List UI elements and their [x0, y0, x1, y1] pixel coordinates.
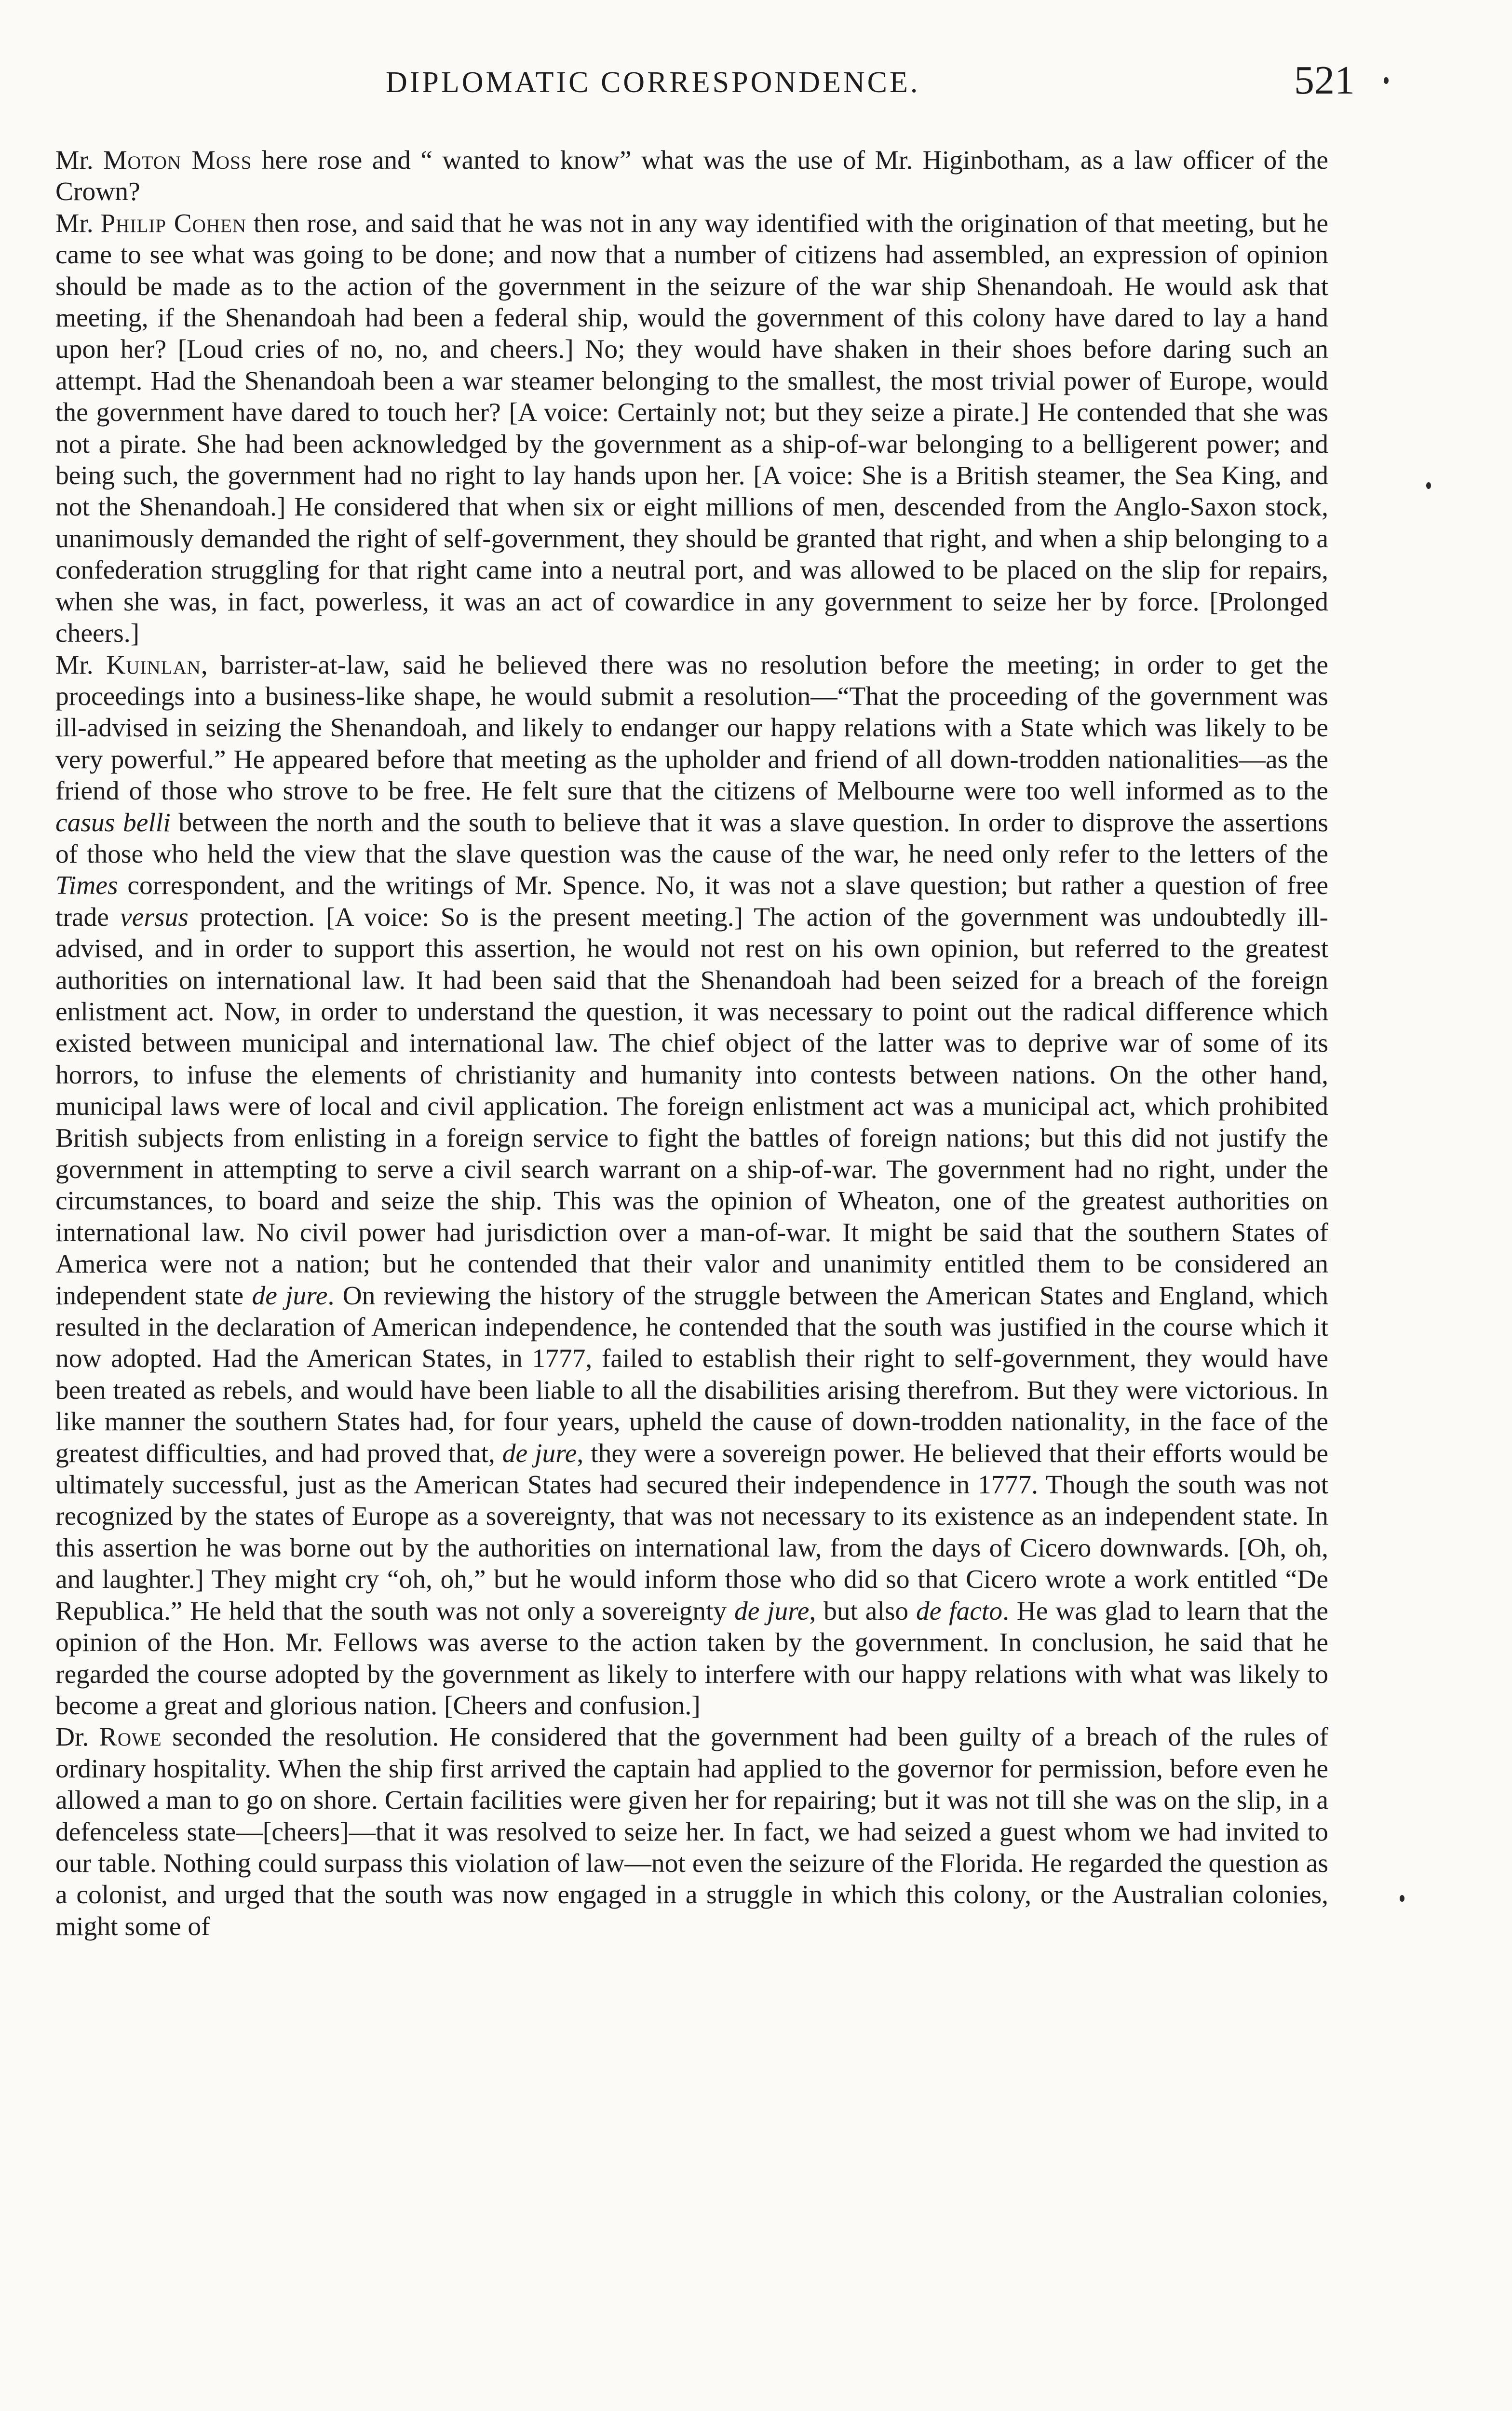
text-run: , barrister-at-law, said he believed there was no resolution before the meeting; in order to get the proceedings into a business-like shape, he would submit a resolution—“That the proceeding of the government was ill-advised in seizing the Shenandoah, and likely to endanger our happy relations with a State which was likely to be very powerful.” He appeared before that meeting as the upholder and friend of all down-trodden nationalities—as the friend of those who strove to be free. He felt sure that the citizens of Melbourne were too well informed as to the: [55, 650, 1328, 806]
paragraph-moton-moss: [55, 145, 1328, 208]
italic-term: casus belli: [55, 808, 171, 838]
text-run: protection. [A voice: So is the present meeting.] The action of the government was undoubtedly ill-advised, and in order to support this assertion, he would not rest on his own opinion, but referred to the greatest authorities on international law. It had been said that the Shenandoah had been seized for a breach of the foreign enlistment act. Now, in order to understand the question, it was necessary to point out the radical difference which existed between municipal and international law. The chief object of the latter was to deprive war of some of its horrors, to infuse the elements of christianity and humanity into contests between nations. On the other hand, municipal laws were of local and civil application. The foreign enlistment act was a municipal act, which prohibited British subjects from enlisting in a foreign service to fight the battles of foreign nations; but this did not justify the government in attempting to serve a civil search warrant on a ship-of-war. The government had no right, under the circumstances, to board and seize the ship. This was the opinion of Wheaton, one of the greatest authorities on international law. No civil power had jurisdiction over a man-of-war. It might be said that the southern States of America were not a nation; but he contended that their valor and unanimity entitled them to be considered an independent state: [55, 902, 1328, 1311]
italic-term: versus: [120, 902, 189, 932]
paragraph-philip-cohen: [55, 208, 1328, 650]
text-run: between the north and the south to believe that it was a slave question. In order to disprove the assertions of those who held the view that the slave question was the cause of the war, he need only refer to the letters of the: [55, 808, 1328, 869]
speaker-name: Kuinlan: [106, 650, 201, 680]
text-run: seconded the resolution. He considered that the government had been guilty of a breach of the rules of ordinary hospitality. When the ship first arrived the captain had applied to the governor for permission, before even he allowed a man to go on shore. Certain facilities were given her for repairing; but it was not till she was on the slip, in a defenceless state—[cheers]—that it was resolved to seize her. In fact, we had seized a guest whom we had invited to our table. Nothing could surpass this violation of law—not even the seizure of the Florida. He regarded the question as a colonist, and urged that the south was now engaged in a struggle in which this colony, or the Australian colonies, might some of: [55, 1722, 1329, 1941]
text-run: correspondent, and the writings of Mr. Spence. No, it was not a slave question; but rather a question of free trade: [55, 871, 1328, 932]
speaker-name: Moton Moss: [103, 146, 252, 175]
italic-term: de jure: [252, 1281, 328, 1311]
page-number: 521: [1294, 58, 1355, 103]
speaker-name: Rowe: [99, 1722, 162, 1752]
print-speck: [1426, 482, 1431, 489]
text-run: , but also: [809, 1596, 916, 1626]
italic-term: Times: [55, 871, 118, 901]
text-run: Mr.: [55, 146, 104, 175]
speaker-name: Philip Cohen: [100, 208, 247, 238]
body-text: [55, 145, 1328, 1942]
running-head: DIPLOMATIC CORRESPONDENCE.: [386, 66, 920, 99]
italic-term: de jure: [502, 1438, 577, 1468]
italic-term: de jure: [734, 1596, 810, 1626]
text-run: . He was glad to learn that the opinion of the Hon. Mr. Fellows was averse to the action taken by the government. In conclusion, he said that he regarded the course adopted by the government as likely to interfere with our happy relations with what was likely to become a great and glorious nation. [Cheers and confusion.]: [55, 1596, 1328, 1720]
text-run: , they were a sovereign power. He believed that their efforts would be ultimately successful, just as the American States had secured their independence in 1777. Though the south was not recognized by the states of Europe as a sovereignty, that was not necessary to its existence as an independent state. In this assertion he was borne out by the authorities on international law, from the days of Cicero downwards. [Oh, oh, and laughter.] They might cry “oh, oh,” but he would inform those who did so that Cicero wrote a work entitled “De Republica.” He held that the south was not only a sovereignty: [55, 1438, 1328, 1626]
text-run: then rose, and said that he was not in any way identified with the origination of that meeting, but he came to see what was going to be done; and now that a number of citizens had assembled, an expression of opinion should be made as to the action of the government in the seizure of the war ship Shenandoah. He would ask that meeting, if the Shenandoah had been a federal ship, would the government of this colony have dared to lay a hand upon her? [Loud cries of no, no, and cheers.] No; they would have shaken in their shoes before daring such an attempt. Had the Shenandoah been a war steamer belonging to the smallest, the most trivial power of Europe, would the government have dared to touch her? [A voice: Certainly not; but they seize a pirate.] He contended that she was not a pirate. She had been acknowledged by the government as a ship-of-war belonging to a belligerent power; and being such, the government had no right to lay hands upon her. [A voice: She is a British steamer, the Sea King, and not the Shenandoah.] He considered that when six or eight millions of men, descended from the Anglo-Saxon stock, unanimously demanded the right of self-government, they should be granted that right, and when a ship belonging to a confederation struggling for that right came into a neutral port, and was allowed to be placed on the slip for repairs, when she was, in fact, powerless, it was an act of cowardice in any government to seize her by force. [Prolonged cheers.]: [55, 208, 1328, 649]
text-run: Mr.: [55, 208, 101, 238]
text-run: here rose and “ wanted to know” what was the use of Mr. Higinbotham, as a law officer of the Crown?: [55, 146, 1328, 207]
text-run: Mr.: [55, 650, 107, 680]
print-speck: [1384, 77, 1389, 84]
text-run: . On reviewing the history of the struggle between the American States and England, which resulted in the declaration of American independence, he contended that the south was justified in the course which it now adopted. Had the American States, in 1777, failed to establish their right to self-government, they would have been treated as rebels, and would have been liable to all the disabilities arising therefrom. But they were victorious. In like manner the southern States had, for four years, upheld the cause of down-trodden nationality, in the face of the greatest difficulties, and had proved that,: [55, 1281, 1328, 1468]
paragraph-kuinlan: [55, 650, 1328, 1722]
page-header: [53, 57, 1355, 110]
text-run: Dr.: [55, 1722, 99, 1752]
print-speck: [1400, 1895, 1404, 1902]
paragraph-rowe: [55, 1721, 1328, 1942]
italic-term: de facto: [916, 1596, 1003, 1626]
